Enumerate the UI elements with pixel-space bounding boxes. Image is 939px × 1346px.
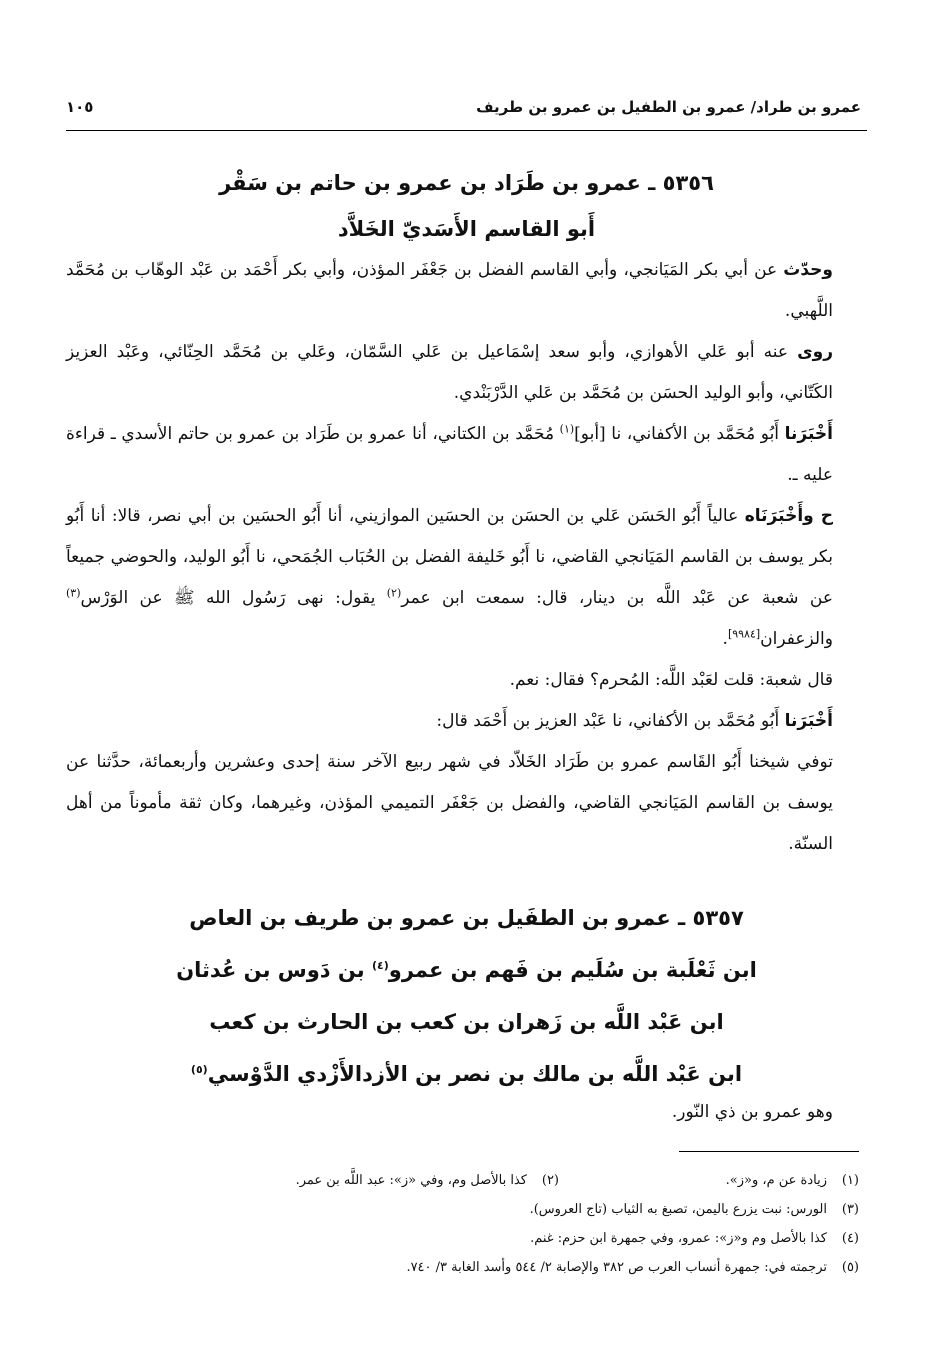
footnote-ref-5: (٥) [190, 1063, 208, 1076]
footnote-number: (١) [841, 1173, 859, 1188]
paragraph-text: والزعفران [760, 629, 833, 649]
footnote-number: (٥) [841, 1260, 859, 1275]
paragraph-isnad-2 [66, 496, 861, 660]
paragraph-shuba [66, 660, 861, 701]
paragraph-text: عنه أبو عَلي الأهوازي، وأبو سعد إسْمَاعيل بن عَلي السَّمّان، وعَلي بن مُحَمَّد الحِنّائي، وعَبْد العزيز الكَتّاني، وأبو الوليد الحسَن بن مُحَمَّد بن عَلي الدَّرْبَنْدي. [66, 342, 833, 403]
paragraph-text: قال شعبة: قلت لعَبْد اللَّه: المُحرم؟ فقال: نعم. [509, 670, 833, 690]
paragraph-text: . [722, 629, 728, 649]
footnote-ref-2: (٢) [386, 586, 402, 600]
entry-5357-body [66, 1092, 861, 1133]
footnote-2 [296, 1166, 559, 1195]
footnote-ref-1: (١) [559, 422, 575, 436]
paragraph-text: وهو عمرو بن ذي النّور. [671, 1102, 833, 1122]
entry-5356-heading [66, 160, 867, 252]
paragraph-text: عن أبي بكر المَيَانجي، وأبي القاسم الفضل بن جَعْفَر المؤذن، وأبي بكر أَحْمَد بن عَبْد الوهّاب بن مُحَمَّد اللَّهبي. [66, 260, 833, 321]
paragraph-text: توفي شيخنا أَبُو القَاسم عمرو بن طَرَاد الخَلاّد في شهر ربيع الآخر سنة إحدى وعشرين وأربعمائة، حدَّثنا عن يوسف بن القاسم المَيَانجي القاضي، والفضل بن جَعْفَر التميمي المؤذن، وغيرهما، وكان ثقة مأموناً من أهل السنّة. [66, 752, 833, 854]
paragraph-isnad-3 [66, 701, 861, 742]
paragraph-alias [66, 1092, 861, 1133]
entry-5357-heading-line2 [66, 944, 867, 996]
lead-word: روى [797, 342, 833, 362]
footnote-number: (٢) [541, 1173, 559, 1188]
paragraph-transmitters [66, 332, 861, 414]
entry-5356-heading-line2: أَبو القاسم الأَسَديّ الخَلاَّد [337, 217, 596, 241]
lead-word: أَخْبَرَنا [784, 711, 833, 731]
paragraph-death [66, 742, 861, 865]
footnote-ref-3: (٣) [66, 586, 81, 600]
footnote-3 [66, 1195, 859, 1224]
footnote-text: كذا بالأصل وم، وفي «ز»: عبد اللَّه بن عمر. [295, 1173, 527, 1188]
footnote-text: ترجمته في: جمهرة أنساب العرب ص ٣٨٢ والإصابة ٢/ ٥٤٤ وأسد الغابة ٣/ ٧٤٠. [406, 1260, 827, 1275]
footnote-ref-4: (٤) [372, 959, 389, 972]
footnote-text: زيادة عن م، و«ز». [725, 1173, 827, 1188]
page-number: ١٠٥ [66, 98, 94, 116]
entry-5356-heading-line1: ٥٣٥٦ ـ عمرو بن طَرَاد بن عمرو بن حاتم بن سَقْر [219, 171, 714, 195]
footnote-number: (٣) [841, 1202, 859, 1217]
footnotes [66, 1166, 859, 1282]
footnote-rule [679, 1151, 859, 1152]
entry-5357-heading-line1: ٥٣٥٧ ـ عمرو بن الطفَيل بن عمرو بن طريف بن العاص [189, 906, 744, 930]
footnote-1 [559, 1166, 859, 1195]
entry-5357-heading [66, 892, 867, 1100]
paragraph-text: أَبُو مُحَمَّد بن الأكفاني، نا [أبو] [574, 424, 785, 444]
lead-word: وحدّث [783, 260, 833, 280]
hadith-number: [٩٩٨٤] [727, 627, 761, 641]
entry-5356-body [66, 250, 861, 865]
entry-5357-heading-line3: ابن عَبْد اللَّه بن زَهران بن كعب بن الحارث بن كعب [209, 1010, 724, 1034]
footnote-number: (٤) [841, 1231, 859, 1246]
lead-word: ح وأَخْبَرَنَاه [744, 506, 833, 526]
paragraph-text: عالياً أَبُو الحَسَن عَلي بن الحسَن بن الحسَين الموازيني، أنا أَبُو الحسَين بن أبي نصر، قالا: أنا أَبُو بكر يوسف بن القاسم المَيَانجي القاضي، نا أَبُو خَليفة الفضل بن الحُبَاب الجُمَحي، نا أَبُو الوليد، والحوضي جميعاً عن شعبة عن عَبْد اللَّه بن دينار، قال: سمعت ابن عمر [66, 506, 833, 608]
footnote-row [66, 1166, 859, 1195]
running-head [66, 92, 861, 122]
heading-text: بن دَوس بن عُدثان [176, 958, 372, 982]
lead-word: أَخْبَرَنا [784, 424, 833, 444]
paragraph-narration [66, 250, 861, 332]
paragraph-text: يقول: نهى رَسُول الله ﷺ عن الوَرْس [80, 588, 387, 608]
heading-text: ابن ثَعْلَبة بن سُلَيم بن فَهم بن عمرو [388, 958, 757, 982]
heading-text: ابن عَبْد اللَّه بن مالك بن نصر بن الأزدالأَزْدي الدَّوْسي [207, 1062, 743, 1086]
footnote-5 [66, 1253, 859, 1282]
paragraph-isnad-1 [66, 414, 861, 496]
paragraph-text: مُحَمَّد بن الكتاني، أنا عمرو بن طَرَاد بن عمرو بن حاتم الأسدي ـ قراءة عليه ـ. [66, 424, 833, 485]
paragraph-text: أَبُو مُحَمَّد بن الأكفاني، نا عَبْد العزيز بن أَحْمَد قال: [436, 711, 785, 731]
running-head-title: عمرو بن طراد/ عمرو بن الطفيل بن عمرو بن طريف [476, 98, 861, 116]
header-rule [66, 130, 867, 131]
footnote-text: الورس: نبت يزرع باليمن، تصبغ به الثياب (تاج العروس). [529, 1202, 827, 1217]
footnote-4 [66, 1224, 859, 1253]
footnote-text: كذا بالأصل وم و«ز»: عمرو، وفي جمهرة ابن حزم: غنم. [530, 1231, 827, 1246]
